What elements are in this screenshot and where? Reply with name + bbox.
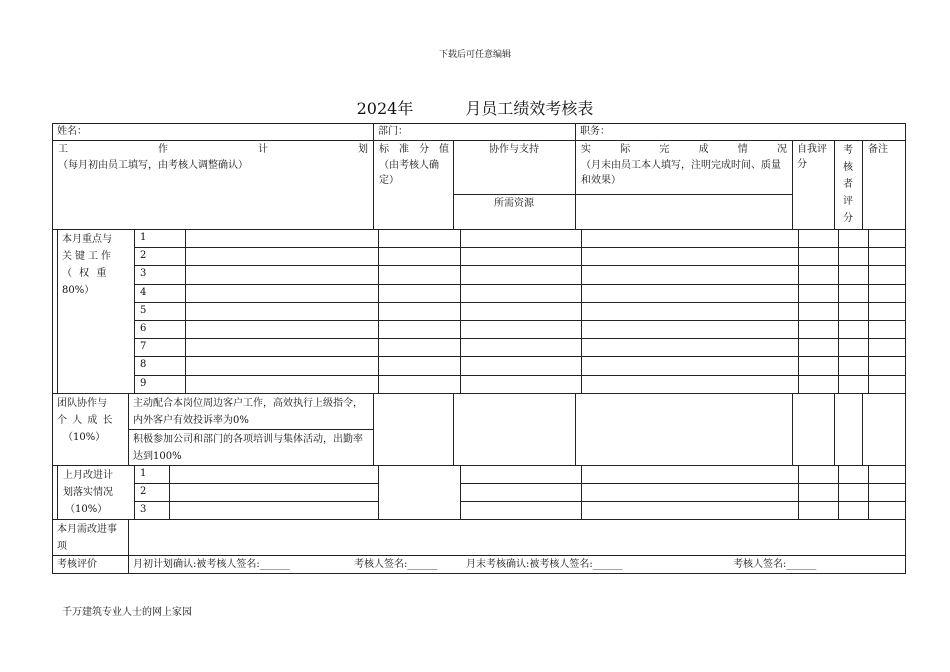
- row-number: 1: [140, 468, 147, 479]
- plan-confirm-signature: 月初计划确认:被考核人签名:______: [133, 559, 290, 570]
- title-year: 2024年: [356, 99, 414, 118]
- rule: [134, 356, 905, 357]
- label-line: （ 权 重: [62, 268, 109, 279]
- header-char: 完: [659, 144, 670, 155]
- label-line: 个 人 成 长: [57, 415, 114, 426]
- row-number: 3: [140, 504, 147, 515]
- name-label: 姓名：: [57, 126, 87, 137]
- rule: [834, 140, 835, 229]
- team-label: [57, 395, 125, 446]
- header-char: 评: [843, 196, 853, 207]
- standard-header: [379, 142, 449, 157]
- header-char: 工: [58, 144, 68, 155]
- label-line: 本月重点与: [62, 234, 112, 245]
- rule: [134, 284, 905, 285]
- rule: [798, 229, 799, 393]
- work-plan-header: [58, 142, 368, 157]
- reviewer-score-header: [838, 142, 858, 227]
- month-end-confirm-signature: 月末考核确认:被考核人签名:______: [466, 559, 623, 570]
- rule: [57, 465, 58, 519]
- rule: [52, 123, 53, 573]
- header-char: 况: [776, 144, 787, 155]
- rule: [460, 483, 905, 484]
- header-char: 际: [620, 144, 631, 155]
- rule: [134, 265, 905, 266]
- header-char: 者: [843, 179, 853, 190]
- rule: [868, 465, 869, 519]
- label-line: 上月改进计: [63, 470, 113, 481]
- label-line: 团队协作与: [57, 398, 107, 409]
- row-number: 8: [140, 359, 147, 370]
- rule: [575, 123, 576, 140]
- rule: [57, 229, 58, 393]
- header-char: 分: [843, 213, 853, 224]
- rule: [128, 429, 373, 430]
- team-item-2: 积极参加公司和部门的各项培训与集体活动，出勤率达到100%: [133, 434, 363, 462]
- rule: [792, 393, 793, 465]
- rule: [378, 229, 379, 393]
- support-header: 协作与支持: [489, 144, 539, 155]
- footer-text: 千万建筑专业人士的网上家园: [62, 607, 192, 618]
- rule: [575, 393, 576, 465]
- rule: [373, 123, 374, 140]
- rule: [905, 123, 906, 573]
- actual-header: [581, 142, 787, 157]
- header-char: 情: [737, 144, 748, 155]
- rule: [862, 393, 863, 465]
- rule: [453, 194, 792, 195]
- rule: [798, 465, 799, 519]
- header-char: 实: [581, 144, 591, 155]
- standard-note: （由考核人确定）: [379, 160, 439, 186]
- rule: [834, 393, 835, 465]
- month-end-reviewer-signature: 考核人签名:______: [733, 559, 817, 570]
- evaluation-label: 考核评价: [57, 559, 97, 570]
- row-number: 9: [140, 378, 147, 389]
- header-char: 标: [379, 144, 389, 155]
- header-char: 成: [698, 144, 709, 155]
- header-note: 下载后可任意编辑: [438, 50, 511, 60]
- rule: [52, 555, 906, 556]
- rule: [868, 229, 869, 393]
- header-char: 值: [439, 144, 449, 155]
- label-line: （10%）: [63, 432, 106, 443]
- header-char: 核: [843, 162, 853, 173]
- label-line: 划落实情况: [63, 487, 113, 498]
- rule: [52, 140, 906, 141]
- header-char: 分: [419, 144, 429, 155]
- rule: [134, 465, 135, 519]
- rule: [581, 465, 582, 519]
- rule: [575, 140, 576, 229]
- row-number: 4: [140, 287, 147, 298]
- row-number: 2: [140, 250, 147, 261]
- rule: [185, 229, 186, 393]
- rule: [52, 573, 906, 574]
- rule: [52, 393, 906, 394]
- row-number: 5: [140, 305, 147, 316]
- header-char: 考: [843, 145, 853, 156]
- label-line: 关键工作: [62, 251, 114, 262]
- rule: [460, 501, 905, 502]
- position-label: 职务：: [580, 126, 610, 137]
- header-char: 准: [399, 144, 409, 155]
- header-char: 划: [358, 144, 368, 155]
- row-number: 6: [140, 323, 147, 334]
- label-line: （10%）: [65, 504, 108, 515]
- rule: [581, 229, 582, 393]
- rule: [460, 465, 461, 519]
- resources-header: 所需资源: [494, 198, 534, 209]
- rule: [373, 140, 374, 229]
- rule: [134, 375, 905, 376]
- rule: [134, 302, 905, 303]
- rule: [128, 519, 129, 573]
- page-title: [0, 96, 950, 119]
- rule: [134, 338, 905, 339]
- rule: [453, 393, 454, 465]
- rule: [460, 229, 461, 393]
- need-improve-label: 本月需改进事项: [57, 524, 117, 552]
- key-work-label: [62, 231, 130, 299]
- actual-note: （月末由员工本人填写，注明完成时间、质量和效果）: [581, 160, 781, 186]
- rule: [134, 247, 905, 248]
- rule: [52, 519, 906, 520]
- rule: [792, 140, 793, 229]
- title-text: 月员工绩效考核表: [465, 99, 594, 118]
- improve-label: [63, 467, 131, 518]
- plan-reviewer-signature: 考核人签名:______: [354, 559, 438, 570]
- rule: [838, 229, 839, 393]
- row-number: 2: [140, 486, 147, 497]
- rule: [373, 393, 374, 465]
- work-plan-note: （每月初由员工填写，由考核人调整确认）: [58, 160, 248, 171]
- row-number: 7: [140, 341, 147, 352]
- rule: [52, 465, 906, 466]
- rule: [134, 320, 905, 321]
- rule: [862, 140, 863, 229]
- dept-label: 部门：: [378, 126, 408, 137]
- rule: [134, 229, 135, 393]
- row-number: 3: [140, 268, 147, 279]
- rule: [134, 501, 378, 502]
- rule: [52, 229, 906, 230]
- rule: [838, 465, 839, 519]
- self-score-header: 自我评分: [797, 144, 827, 170]
- team-item-1: 主动配合本岗位周边客户工作，高效执行上级指令，内外客户有效投诉率为0%: [133, 398, 363, 426]
- label-line: 80%）: [62, 285, 95, 296]
- rule: [378, 465, 379, 519]
- rule: [134, 483, 378, 484]
- rule: [52, 123, 906, 124]
- remark-header: 备注: [868, 144, 888, 155]
- row-number: 1: [140, 232, 147, 243]
- header-char: 作: [158, 144, 168, 155]
- header-char: 计: [258, 144, 268, 155]
